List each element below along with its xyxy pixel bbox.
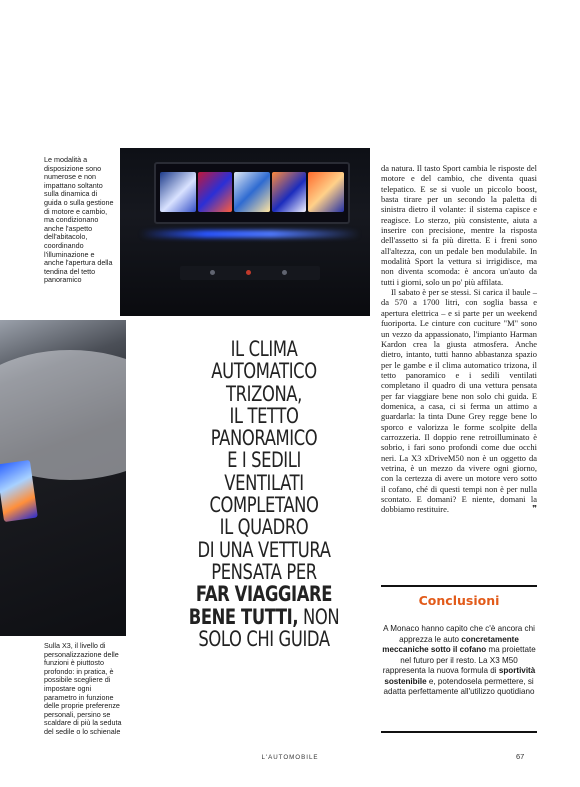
pull-quote-bold-line: FAR VIAGGIARE	[195, 582, 333, 607]
mode-tile	[272, 172, 306, 212]
pull-quote-line: SOLO CHI GUIDA	[198, 626, 330, 651]
infotainment-display	[154, 162, 350, 224]
pull-quote-line: E I SEDILI	[227, 448, 301, 473]
cabin-photo	[0, 320, 126, 636]
end-mark-icon: ❞	[532, 504, 537, 514]
pull-quote-line: TRIZONA,	[226, 381, 302, 406]
pull-quote-line	[174, 606, 355, 628]
photo-caption-bottom: Sulla X3, il livello di personalizzazione delle funzioni è piuttosto profondo: in pratica, è possibile scegliere di impostare ogni parametro in funzione delle proprie preferenze personali, persino se scaldare di più la seduta del sedile o lo schienale	[44, 641, 122, 736]
conclusion-bold: sportività sostenibile	[384, 666, 536, 686]
page-number: 67	[516, 752, 525, 761]
article-body	[381, 163, 537, 515]
hazard-dot	[246, 270, 251, 275]
mode-tile	[234, 172, 270, 212]
dashboard-screen-photo	[120, 148, 370, 316]
conclusion-title: Conclusioni	[418, 593, 500, 608]
mode-tile	[160, 172, 196, 212]
pull-quote-line: IL QUADRO	[219, 515, 309, 540]
conclusion-span: ma proiettate nel futuro per il resto. La X3 M50 rappresenta la nuova formula di	[382, 645, 536, 675]
photo-caption-top: Le modalità a disposizione sono numerose e non impattano soltanto sulla dinamica di guida o sulla gestione di motore e cambio, ma condizionano anche l'aspetto dell'abitacolo, coordinando l'illuminazione e anche l'apertura della tendina del tetto panoramico	[44, 155, 114, 285]
magazine-name: L'AUTOMOBILE	[261, 754, 319, 761]
button-dot	[282, 270, 287, 275]
pull-quote-tail: NON	[298, 604, 340, 629]
divider	[381, 585, 537, 587]
mode-tile	[198, 172, 232, 212]
pull-quote-line: PANORAMICO	[210, 426, 318, 451]
pull-quote-line: IL TETTO	[229, 403, 299, 428]
pull-quote-line: PENSATA PER	[211, 559, 317, 584]
paragraph-text: Il sabato è per se stessi. Si carica il baule – da 570 a 1700 litri, con soglia bassa e apertura elettrica – e si parte per un weekend fuoriporta. Le cinture con cuciture "M" sono un vezzo da appassionato, l'impianto Harman Kardon crea la giusta atmosfera. Anche dietro, intanto, tutti hanno abbastanza spazio per le gambe e il clima automatico trizona, il tetto panoramico e i sedili ventilati completano il quadro di una vettura pensata per far viaggiare bene non solo chi guida. E domenica, a casa, ci si ferma un attimo a guardarla: la tinta Dune Grey regge bene lo sporco e valorizza le forme scolpite della carrozzeria. Il doppio rene retroilluminato è sobrio, i fari sono profondi come due occhi neri. La X3 xDriveM50 non è un oggetto da vetrina, è un mezzo da vivere ogni giorno, con la certezza di avere un motore vero sotto il cofano, ché di questi tempi non è per nulla scontato. E domani? E niente, domani la dobbiamo restituire.	[381, 287, 537, 515]
pull-quote-bold: BENE TUTTI,	[188, 604, 299, 629]
pull-quote	[174, 338, 355, 650]
conclusion-text	[381, 624, 537, 698]
pull-quote-line: IL CLIMA	[230, 337, 298, 361]
paragraph: da natura. Il tasto Sport cambia le risposte del motore e del cambio, che diventa quasi telepatico. E se si vuole un piccolo boost, basta tirare per un secondo la paletta di sinistra dietro il volante: il sistema capisce e reagisce. Lo sterzo, più consistente, aiuta a inserire con precisione, mentre la risposta dell'assetto si fa più diretta. E i freni sono all'altezza, con un pedale ben modulabile. In modalità Sport la vettura si irrigidisce, ma non diventa scomoda: è ancora un'auto da tutti i giorni, solo un po' più affilata.	[381, 163, 537, 287]
paragraph	[381, 287, 537, 515]
button-dot	[210, 270, 215, 275]
conclusion-span: e, potendosela permettere, si adatta perfettamente all'utilizzo quotidiano	[383, 676, 535, 696]
control-panel	[180, 266, 320, 280]
pull-quote-line: AUTOMATICO	[211, 359, 317, 384]
pull-quote-line: COMPLETANO	[209, 493, 319, 518]
pull-quote-line: DI UNA VETTURA	[197, 537, 331, 562]
mode-tile	[308, 172, 344, 212]
conclusion-bold: concretamente meccaniche sotto il cofano	[382, 634, 519, 654]
ambient-light-strip	[140, 230, 360, 238]
pull-quote-line: VENTILATI	[224, 470, 304, 495]
conclusion-span: A Monaco hanno capito che c'è ancora chi apprezza le auto	[383, 624, 535, 644]
divider	[381, 731, 537, 733]
